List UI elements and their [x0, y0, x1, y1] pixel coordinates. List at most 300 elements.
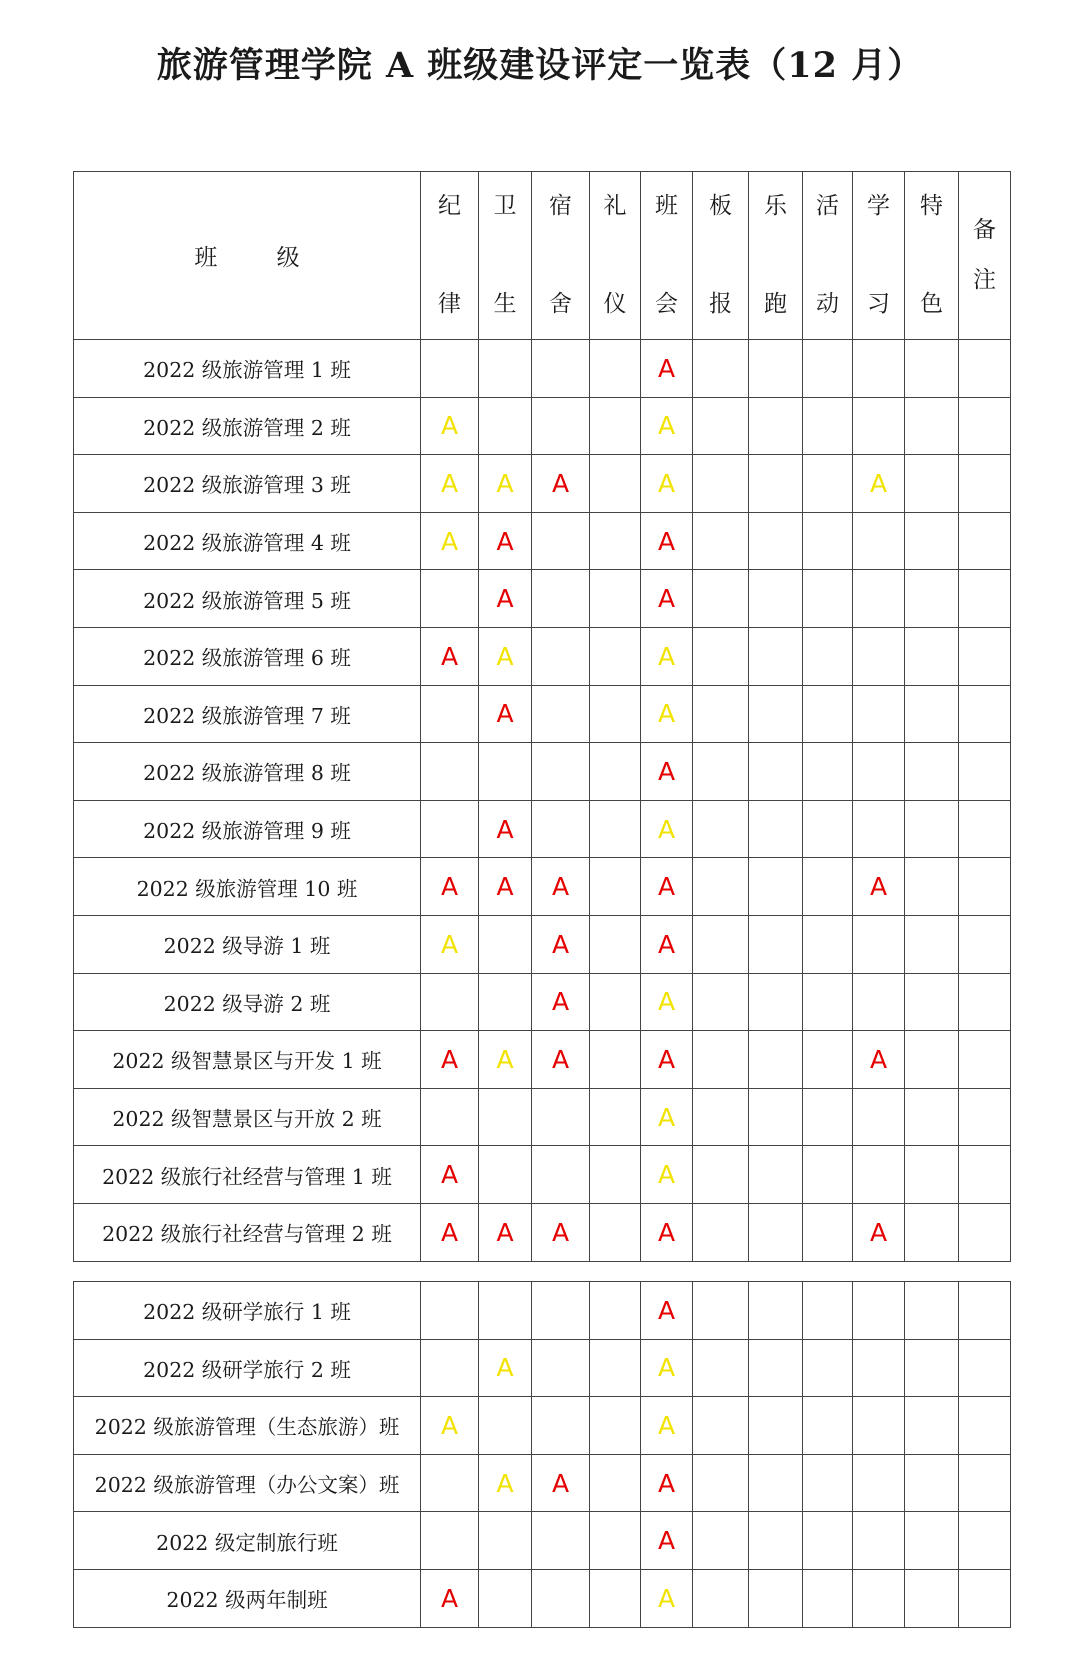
- header-category-bottom-char: 会: [655, 291, 678, 317]
- rating-cell: [749, 512, 803, 570]
- header-category-top-char: 活: [816, 193, 839, 219]
- grade-a-yellow-mark: A: [496, 1353, 514, 1383]
- header-category-top-char: 卫: [493, 193, 517, 219]
- rating-cell: [421, 685, 479, 743]
- header-category-9: [905, 172, 959, 340]
- class-name-cell: 2022 级研学旅行 2 班: [74, 1339, 421, 1397]
- rating-cell: [693, 973, 749, 1031]
- rating-cell: [693, 1339, 749, 1397]
- rating-cell: [803, 1569, 853, 1627]
- table-row: [74, 973, 1011, 1031]
- rating-cell: [590, 397, 641, 455]
- grade-a-red-mark: A: [440, 872, 459, 902]
- rating-cell: [749, 455, 803, 513]
- rating-cell: [590, 685, 641, 743]
- grade-a-yellow-mark: A: [496, 1044, 514, 1074]
- rating-cell: [421, 1146, 479, 1204]
- rating-cell: [421, 1282, 479, 1340]
- rating-cell: [905, 858, 959, 916]
- rating-cell: [479, 512, 532, 570]
- rating-cell: [421, 743, 479, 801]
- rating-cell: [749, 397, 803, 455]
- grade-a-yellow-mark: A: [657, 987, 676, 1017]
- table-row: [74, 1203, 1011, 1261]
- rating-cell: [421, 1339, 479, 1397]
- rating-cell: [803, 1397, 853, 1455]
- header-category-2: [532, 172, 590, 340]
- header-category-bottom-char: 色: [920, 291, 943, 317]
- rating-cell: [479, 973, 532, 1031]
- rating-cell: [693, 340, 749, 398]
- rating-cell: [641, 1088, 693, 1146]
- rating-cell: [749, 1282, 803, 1340]
- rating-cell: [853, 1088, 905, 1146]
- grade-a-yellow-mark: A: [657, 1353, 676, 1383]
- grade-a-red-mark: A: [657, 526, 676, 556]
- grade-a-red-mark: A: [496, 1217, 514, 1247]
- rating-cell: [421, 1031, 479, 1089]
- rating-cell: [641, 743, 693, 801]
- rating-cell: [590, 1454, 641, 1512]
- grade-a-red-mark: A: [657, 872, 676, 902]
- grade-a-yellow-mark: A: [657, 814, 676, 844]
- rating-cell: [803, 455, 853, 513]
- class-name-cell: 2022 级旅游管理 6 班: [74, 627, 421, 685]
- rating-cell: [693, 1146, 749, 1204]
- header-category-top-char: 乐: [764, 193, 787, 219]
- rating-cell: [641, 397, 693, 455]
- rating-cell: [590, 800, 641, 858]
- class-name-cell: 2022 级旅行社经营与管理 2 班: [74, 1203, 421, 1261]
- grade-a-red-mark: A: [440, 1160, 459, 1190]
- rating-cell: [590, 1339, 641, 1397]
- grade-a-red-mark: A: [551, 929, 570, 959]
- rating-cell: [532, 1282, 590, 1340]
- table-header-row: [74, 172, 1011, 340]
- rating-cell: [590, 1088, 641, 1146]
- class-name-cell: 2022 级旅行社经营与管理 1 班: [74, 1146, 421, 1204]
- rating-cell: [641, 570, 693, 628]
- class-name-cell: 2022 级旅游管理 5 班: [74, 570, 421, 628]
- rating-cell: [905, 1397, 959, 1455]
- rating-cell: [532, 743, 590, 801]
- rating-cell: [853, 397, 905, 455]
- header-category-top-char: 宿: [549, 193, 572, 219]
- rating-cell: [590, 1397, 641, 1455]
- table-row: [74, 397, 1011, 455]
- note-cell: [959, 627, 1011, 685]
- rating-cell: [479, 397, 532, 455]
- rating-cell: [749, 1569, 803, 1627]
- rating-cell: [532, 340, 590, 398]
- rating-cell: [590, 743, 641, 801]
- rating-cell: [749, 915, 803, 973]
- class-name-cell: 2022 级智慧景区与开发 1 班: [74, 1031, 421, 1089]
- rating-cell: [641, 1282, 693, 1340]
- table-row: [74, 743, 1011, 801]
- table-row: [74, 1031, 1011, 1089]
- grade-a-red-mark: A: [496, 814, 514, 844]
- note-cell: [959, 1282, 1011, 1340]
- table-row: [74, 1146, 1011, 1204]
- rating-cell: [532, 570, 590, 628]
- grade-a-yellow-mark: A: [657, 1102, 676, 1132]
- note-cell: [959, 1512, 1011, 1570]
- rating-cell: [905, 397, 959, 455]
- rating-cell: [853, 455, 905, 513]
- rating-cell: [641, 1031, 693, 1089]
- class-name-cell: 2022 级两年制班: [74, 1569, 421, 1627]
- table-row: [74, 512, 1011, 570]
- header-category-8: [853, 172, 905, 340]
- note-cell: [959, 512, 1011, 570]
- rating-cell: [479, 915, 532, 973]
- table-row: [74, 627, 1011, 685]
- rating-cell: [479, 570, 532, 628]
- rating-cell: [641, 1512, 693, 1570]
- rating-cell: [479, 1339, 532, 1397]
- class-name-cell: 2022 级研学旅行 1 班: [74, 1282, 421, 1340]
- header-category-top-char: 特: [920, 193, 943, 219]
- rating-cell: [749, 1339, 803, 1397]
- rating-cell: [905, 973, 959, 1031]
- rating-cell: [693, 512, 749, 570]
- rating-cell: [693, 1454, 749, 1512]
- table-row: [74, 1512, 1011, 1570]
- rating-cell: [853, 1031, 905, 1089]
- rating-cell: [590, 1203, 641, 1261]
- grade-a-red-mark: A: [869, 1044, 888, 1074]
- rating-cell: [803, 915, 853, 973]
- rating-cell: [693, 1031, 749, 1089]
- class-name-cell: 2022 级旅游管理 3 班: [74, 455, 421, 513]
- grade-a-red-mark: A: [551, 1468, 570, 1498]
- grade-a-red-mark: A: [657, 353, 676, 383]
- grade-a-red-mark: A: [440, 1044, 459, 1074]
- rating-cell: [641, 1569, 693, 1627]
- rating-cell: [803, 1031, 853, 1089]
- grade-a-yellow-mark: A: [657, 699, 676, 729]
- rating-cell: [905, 1146, 959, 1204]
- rating-cell: [905, 800, 959, 858]
- rating-cell: [421, 1088, 479, 1146]
- rating-cell: [641, 685, 693, 743]
- rating-cell: [693, 685, 749, 743]
- header-category-bottom-char: 报: [709, 291, 732, 317]
- rating-cell: [479, 627, 532, 685]
- header-category-0: [421, 172, 479, 340]
- rating-cell: [693, 1282, 749, 1340]
- rating-cell: [641, 973, 693, 1031]
- rating-cell: [693, 1397, 749, 1455]
- rating-cell: [853, 570, 905, 628]
- note-cell: [959, 455, 1011, 513]
- rating-cell: [853, 800, 905, 858]
- rating-cell: [905, 1569, 959, 1627]
- rating-cell: [421, 973, 479, 1031]
- rating-cell: [590, 1569, 641, 1627]
- rating-cell: [590, 512, 641, 570]
- rating-cell: [749, 1146, 803, 1204]
- rating-cell: [641, 800, 693, 858]
- rating-cell: [479, 743, 532, 801]
- rating-cell: [905, 1454, 959, 1512]
- rating-cell: [803, 1512, 853, 1570]
- class-name-cell: 2022 级旅游管理 9 班: [74, 800, 421, 858]
- grade-a-yellow-mark: A: [496, 468, 514, 498]
- note-cell: [959, 858, 1011, 916]
- rating-cell: [532, 1088, 590, 1146]
- rating-cell: [532, 1454, 590, 1512]
- grade-a-yellow-mark: A: [657, 468, 676, 498]
- grade-a-red-mark: A: [657, 1044, 676, 1074]
- rating-cell: [479, 1512, 532, 1570]
- class-name-cell: 2022 级旅游管理（生态旅游）班: [74, 1397, 421, 1455]
- rating-cell: [905, 1031, 959, 1089]
- rating-cell: [479, 1397, 532, 1455]
- header-category-5: [693, 172, 749, 340]
- class-name-cell: 2022 级旅游管理 1 班: [74, 340, 421, 398]
- grade-a-yellow-mark: A: [440, 411, 459, 441]
- note-cell: [959, 1088, 1011, 1146]
- table-row: [74, 1339, 1011, 1397]
- rating-cell: [803, 340, 853, 398]
- note-cell: [959, 570, 1011, 628]
- rating-cell: [803, 743, 853, 801]
- table-row: [74, 1282, 1011, 1340]
- rating-cell: [421, 455, 479, 513]
- rating-cell: [905, 1282, 959, 1340]
- grade-a-red-mark: A: [657, 584, 676, 614]
- class-name-cell: 2022 级智慧景区与开放 2 班: [74, 1088, 421, 1146]
- evaluation-table: [73, 171, 1011, 1262]
- grade-a-yellow-mark: A: [869, 468, 888, 498]
- rating-cell: [693, 627, 749, 685]
- rating-cell: [421, 1397, 479, 1455]
- grade-a-red-mark: A: [496, 872, 514, 902]
- grade-a-yellow-mark: A: [657, 641, 676, 671]
- rating-cell: [421, 1454, 479, 1512]
- grade-a-yellow-mark: A: [496, 641, 514, 671]
- note-cell: [959, 1146, 1011, 1204]
- rating-cell: [421, 1569, 479, 1627]
- rating-cell: [693, 570, 749, 628]
- rating-cell: [853, 685, 905, 743]
- rating-cell: [803, 512, 853, 570]
- rating-cell: [749, 627, 803, 685]
- header-note-char: 备: [973, 217, 996, 243]
- rating-cell: [532, 1397, 590, 1455]
- rating-cell: [641, 1146, 693, 1204]
- rating-cell: [641, 512, 693, 570]
- rating-cell: [532, 858, 590, 916]
- table-row: [74, 570, 1011, 628]
- rating-cell: [749, 743, 803, 801]
- header-category-7: [803, 172, 853, 340]
- header-note-column: [959, 172, 1011, 340]
- header-category-top-char: 礼: [603, 193, 627, 219]
- rating-cell: [905, 627, 959, 685]
- rating-cell: [532, 397, 590, 455]
- evaluation-table-continued: [73, 1281, 1011, 1628]
- rating-cell: [479, 340, 532, 398]
- table-row: [74, 455, 1011, 513]
- rating-cell: [749, 1454, 803, 1512]
- class-name-cell: 2022 级导游 1 班: [74, 915, 421, 973]
- header-category-4: [641, 172, 693, 340]
- header-category-3: [590, 172, 641, 340]
- rating-cell: [421, 512, 479, 570]
- rating-cell: [905, 340, 959, 398]
- note-cell: [959, 800, 1011, 858]
- rating-cell: [749, 340, 803, 398]
- rating-cell: [905, 685, 959, 743]
- rating-cell: [590, 915, 641, 973]
- rating-cell: [749, 800, 803, 858]
- rating-cell: [479, 1146, 532, 1204]
- rating-cell: [803, 1339, 853, 1397]
- rating-cell: [803, 858, 853, 916]
- rating-cell: [905, 915, 959, 973]
- rating-cell: [532, 455, 590, 513]
- rating-cell: [803, 1454, 853, 1512]
- rating-cell: [532, 1203, 590, 1261]
- rating-cell: [693, 455, 749, 513]
- rating-cell: [853, 1339, 905, 1397]
- grade-a-red-mark: A: [657, 1217, 676, 1247]
- table-row: [74, 340, 1011, 398]
- rating-cell: [590, 1512, 641, 1570]
- rating-cell: [479, 1031, 532, 1089]
- rating-cell: [590, 1282, 641, 1340]
- rating-cell: [693, 858, 749, 916]
- grade-a-yellow-mark: A: [657, 1410, 676, 1440]
- note-cell: [959, 1203, 1011, 1261]
- header-class-column: 班 级: [74, 172, 421, 340]
- rating-cell: [749, 570, 803, 628]
- rating-cell: [693, 1203, 749, 1261]
- rating-cell: [905, 1203, 959, 1261]
- rating-cell: [532, 800, 590, 858]
- rating-cell: [693, 397, 749, 455]
- grade-a-red-mark: A: [869, 1217, 888, 1247]
- rating-cell: [641, 627, 693, 685]
- header-category-bottom-char: 动: [816, 291, 839, 317]
- rating-cell: [803, 397, 853, 455]
- grade-a-red-mark: A: [551, 872, 570, 902]
- header-category-6: [749, 172, 803, 340]
- grade-a-red-mark: A: [496, 526, 514, 556]
- header-category-top-char: 纪: [438, 193, 461, 219]
- rating-cell: [590, 858, 641, 916]
- rating-cell: [803, 1088, 853, 1146]
- rating-cell: [853, 1282, 905, 1340]
- class-name-cell: 2022 级导游 2 班: [74, 973, 421, 1031]
- grade-a-yellow-mark: A: [440, 468, 459, 498]
- header-category-bottom-char: 律: [438, 291, 461, 317]
- rating-cell: [905, 743, 959, 801]
- rating-cell: [479, 1454, 532, 1512]
- rating-cell: [693, 1512, 749, 1570]
- rating-cell: [421, 570, 479, 628]
- header-category-top-char: 板: [709, 193, 732, 219]
- rating-cell: [749, 1088, 803, 1146]
- rating-cell: [641, 455, 693, 513]
- rating-cell: [749, 1397, 803, 1455]
- rating-cell: [853, 1569, 905, 1627]
- rating-cell: [693, 915, 749, 973]
- grade-a-yellow-mark: A: [440, 1410, 459, 1440]
- rating-cell: [693, 1088, 749, 1146]
- grade-a-yellow-mark: A: [657, 1160, 676, 1190]
- table-row: [74, 1397, 1011, 1455]
- rating-cell: [803, 973, 853, 1031]
- rating-cell: [479, 858, 532, 916]
- rating-cell: [853, 915, 905, 973]
- rating-cell: [532, 1146, 590, 1204]
- rating-cell: [479, 1088, 532, 1146]
- rating-cell: [590, 973, 641, 1031]
- rating-cell: [590, 1031, 641, 1089]
- table-row: [74, 1569, 1011, 1627]
- table-row: [74, 1088, 1011, 1146]
- rating-cell: [803, 685, 853, 743]
- rating-cell: [905, 1339, 959, 1397]
- rating-cell: [803, 1282, 853, 1340]
- grade-a-red-mark: A: [440, 641, 459, 671]
- rating-cell: [905, 1088, 959, 1146]
- grade-a-red-mark: A: [657, 929, 676, 959]
- rating-cell: [479, 685, 532, 743]
- rating-cell: [479, 1282, 532, 1340]
- header-category-bottom-char: 习: [867, 291, 890, 317]
- grade-a-red-mark: A: [496, 699, 514, 729]
- table-row: [74, 1454, 1011, 1512]
- rating-cell: [590, 570, 641, 628]
- grade-a-red-mark: A: [440, 1583, 459, 1613]
- note-cell: [959, 397, 1011, 455]
- note-cell: [959, 1339, 1011, 1397]
- rating-cell: [853, 1146, 905, 1204]
- class-name-cell: 2022 级旅游管理 8 班: [74, 743, 421, 801]
- rating-cell: [641, 340, 693, 398]
- header-category-bottom-char: 跑: [764, 291, 787, 317]
- class-name-cell: 2022 级定制旅行班: [74, 1512, 421, 1570]
- grade-a-red-mark: A: [551, 1217, 570, 1247]
- rating-cell: [421, 1203, 479, 1261]
- note-cell: [959, 915, 1011, 973]
- rating-cell: [803, 570, 853, 628]
- class-name-cell: 2022 级旅游管理 4 班: [74, 512, 421, 570]
- rating-cell: [749, 973, 803, 1031]
- grade-a-red-mark: A: [551, 468, 570, 498]
- rating-cell: [641, 1203, 693, 1261]
- header-category-bottom-char: 舍: [549, 291, 572, 317]
- class-name-cell: 2022 级旅游管理 7 班: [74, 685, 421, 743]
- note-cell: [959, 1397, 1011, 1455]
- rating-cell: [693, 800, 749, 858]
- rating-cell: [803, 1203, 853, 1261]
- rating-cell: [421, 627, 479, 685]
- rating-cell: [905, 455, 959, 513]
- rating-cell: [532, 1031, 590, 1089]
- rating-cell: [421, 397, 479, 455]
- header-category-bottom-char: 仪: [603, 291, 627, 317]
- rating-cell: [421, 915, 479, 973]
- grade-a-yellow-mark: A: [657, 411, 676, 441]
- class-name-cell: 2022 级旅游管理 10 班: [74, 858, 421, 916]
- rating-cell: [641, 1339, 693, 1397]
